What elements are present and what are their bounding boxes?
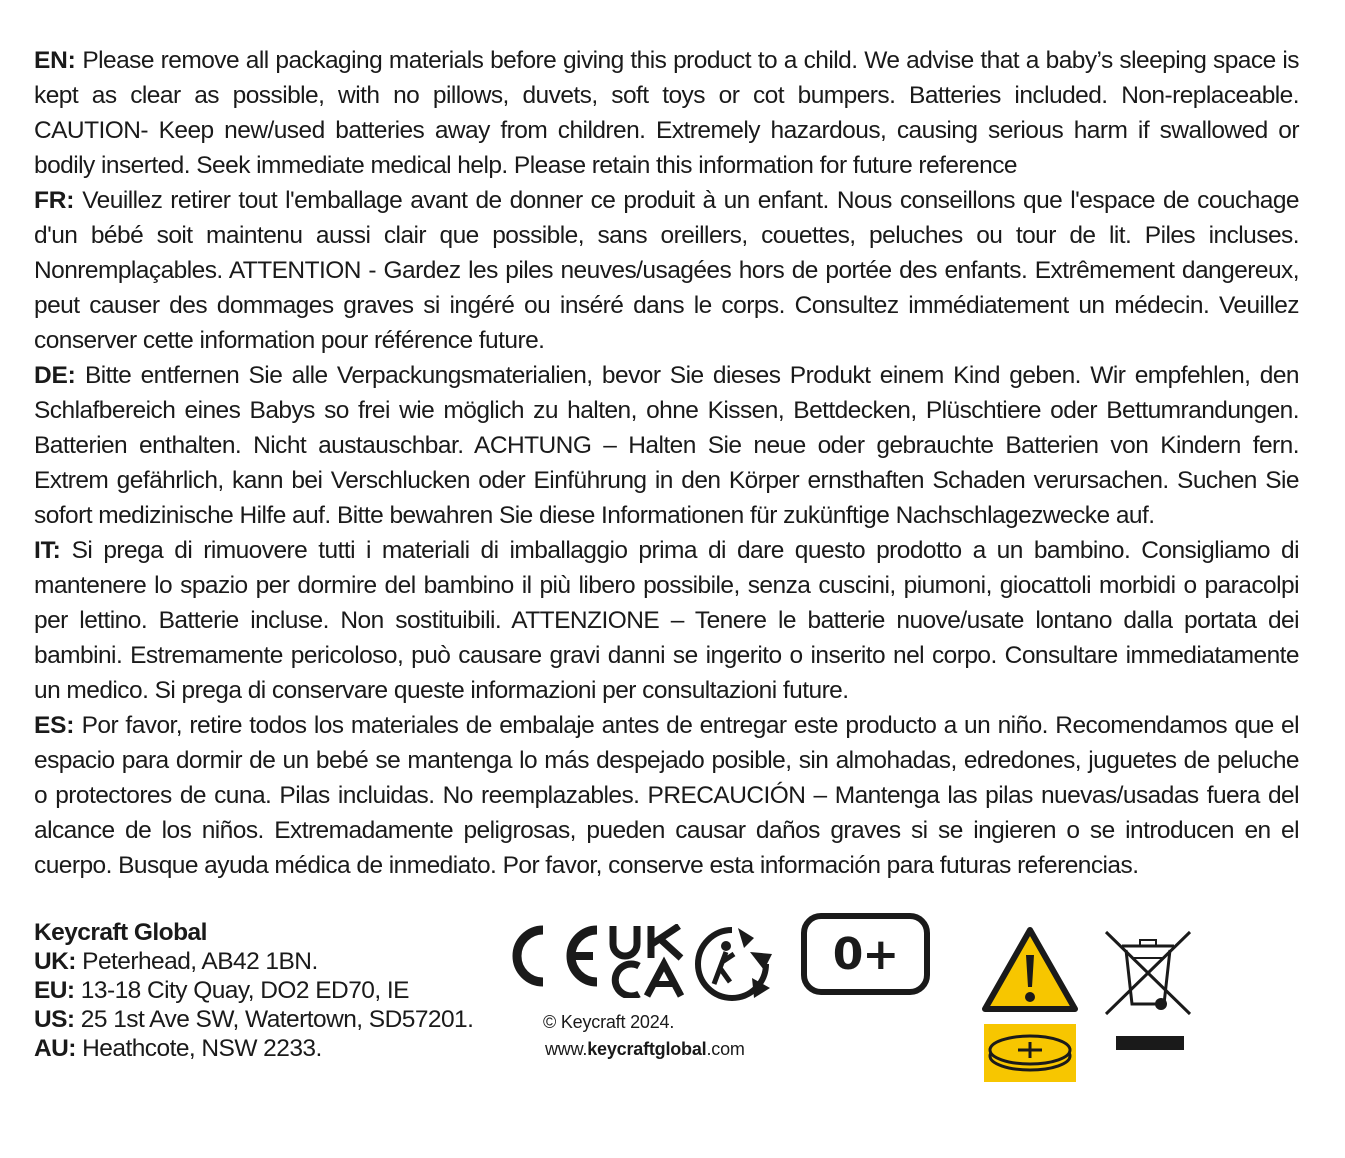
warning-fr [34,183,1299,358]
language-code: DE: [34,362,76,389]
website-brand: keycraftglobal [587,1039,707,1059]
warning-text: Bitte entfernen Sie alle Verpackungsmaterialien, bevor Sie dieses Produkt einem Kind geben. Wir empfehlen, den Schlafbereich eines Babys so frei wie möglich zu halten, ohne Kissen, Bettdecken, Plüschtiere oder Bettumrandungen. Batterien enthalten. Nicht austauschbar. ACHTUNG – Halten Sie neue oder gebrauchte Batterien von Kindern fern. Extrem gefährlich, kann bei Verschlucken oder Einführung in den Körper ernsthaften Schaden verursachen. Suchen Sie sofort medizinische Hilfe auf. Bitte bewahren Sie diese Informationen für zukünftige Nachschlagezwecke auf. [34,362,1299,529]
language-code: FR: [34,187,75,214]
copyright-notice: © Keycraft 2024. [543,1012,675,1032]
triman-recycling-icon [692,924,776,1004]
website-prefix: www. [545,1039,588,1059]
language-code: IT: [34,537,61,564]
address-region: EU: [34,977,75,1004]
warning-en [34,43,1299,183]
company-name: Keycraft Global [34,919,207,946]
warning-text: Por favor, retire todos los materiales de embalaje antes de entregar este producto a un niño. Recomendamos que el espacio para dormir de un bebé se mantenga lo más despejado posible, sin almohadas, edredones, juguetes de peluche o protectores de cuna. Pilas incluidas. No reemplazables. PRECAUCIÓN – Mantenga las pilas nuevas/usadas fuera del alcance de los niños. Extremadamente peligrosas, pueden causar daños graves si se ingieren o se introducen en el cuerpo. Busque ayuda médica de inmediato. Por favor, conserve esta información para futuras referencias. [34,712,1299,879]
address-us [34,1005,473,1034]
warning-triangle-icon [980,925,1080,1015]
address-value: Heathcote, NSW 2233. [75,1035,322,1062]
coin-battery-icon [984,1024,1076,1082]
website-url [545,1039,745,1060]
address-region: AU: [34,1035,76,1062]
company-address-block [34,918,473,1063]
ce-mark-icon [497,924,603,988]
address-value: 25 1st Ave SW, Watertown, SD57201. [74,1006,474,1033]
age-rating-icon: 0+ [801,913,930,995]
warning-text: Veuillez retirer tout l'emballage avant de donner ce produit à un enfant. Nous conseillons que l'espace de couchage d'un bébé soit maintenu aussi clair que possible, sans oreillers, couettes, peluches ou tour de lit. Piles incluses. Nonremplaçables. ATTENTION - Gardez les piles neuves/usagées hors de portée des enfants. Extrêmement dangereux, peut causer des dommages graves si ingéré ou inséré dans le corps. Consultez immédiatement un médecin. Veuillez conserver cette information pour référence future. [34,187,1299,354]
address-region: UK: [34,948,76,975]
safety-warnings [34,43,1299,883]
website-suffix: .com [706,1039,745,1059]
weee-crossed-bin-icon [1104,930,1194,1054]
warning-it [34,533,1299,708]
language-code: ES: [34,712,75,739]
warning-de [34,358,1299,533]
address-value: 13-18 City Quay, DO2 ED70, IE [74,977,409,1004]
address-region: US: [34,1006,75,1033]
address-value: Peterhead, AB42 1BN. [75,948,318,975]
warning-es [34,708,1299,883]
ukca-mark-icon [609,924,685,998]
language-code: EN: [34,47,76,74]
address-au [34,1034,473,1063]
address-uk [34,947,473,976]
warning-text: Si prega di rimuovere tutti i materiali di imballaggio prima di dare questo prodotto a un bambino. Consigliamo di mantenere lo spazio per dormire del bambino il più libero possibile, senza cuscini, piumoni, giocattoli morbidi o paracolpi per lettino. Batterie incluse. Non sostituibili. ATTENZIONE – Tenere le batterie nuove/usate lontano dalla portata dei bambini. Estremamente pericoloso, può causare gravi danni se ingerito o inserito nel corpo. Consultare immediatamente un medico. Si prega di conservare queste informazioni per consultazioni future. [34,537,1299,704]
warning-text: Please remove all packaging materials before giving this product to a child. We advise that a baby’s sleeping space is kept as clear as possible, with no pillows, duvets, soft toys or cot bumpers. Batteries included. Non-replaceable. CAUTION- Keep new/used batteries away from children. Extremely hazardous, causing serious harm if swallowed or bodily inserted. Seek immediate medical help. Please retain this information for future reference [34,47,1299,179]
address-eu [34,976,473,1005]
